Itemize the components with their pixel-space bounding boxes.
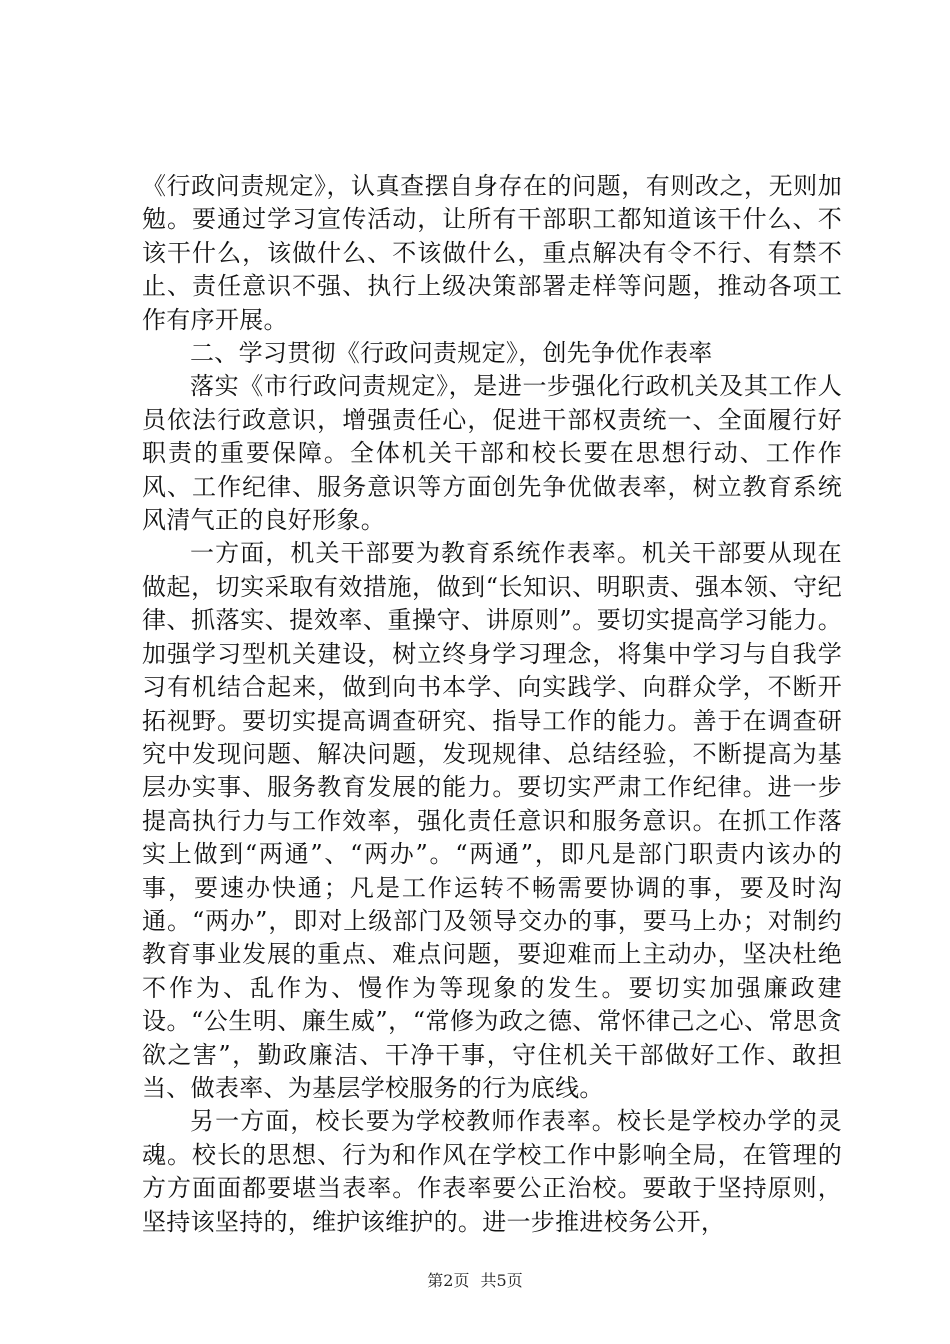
document-body: [142, 170, 842, 1239]
page-footer: [0, 1268, 950, 1291]
section-heading: 二、学习贯彻《行政问责规定》，创先争优作表率: [190, 339, 713, 368]
paragraph: 另一方面，校长要为学校教师作表率。校长是学校办学的灵魂。校长的思想、行为和作风在学校工作中影响全局，在管理的方方面面都要堪当表率。作表率要公正治校。要敢于坚持原则，坚持该坚持的，维护该维护的。进一步推进校务公开，: [142, 1107, 842, 1236]
paragraph: 落实《市行政问责规定》，是进一步强化行政机关及其工作人员依法行政意识，增强责任心，促进干部权责统一、全面履行好职责的重要保障。全体机关干部和校长要在思想行动、工作作风、工作纪律、服务意识等方面创先争优做表率，树立教育系统风清气正的良好形象。: [142, 372, 842, 535]
page-total: 共5页: [480, 1271, 523, 1290]
paragraph: 一方面，机关干部要为教育系统作表率。机关干部要从现在做起，切实采取有效措施，做到“长知识、明职责、强本领、守纪律、抓落实、提效率、重操守、讲原则”。要切实提高学习能力。加强学习型机关建设，树立终身学习理念，将集中学习与自我学习有机结合起来，做到向书本学、向实践学、向群众学，不断开拓视野。要切实提高调查研究、指导工作的能力。善于在调查研究中发现问题、解决问题，发现规律、总结经验，不断提高为基层办实事、服务教育发展的能力。要切实严肃工作纪律。进一步提高执行力与工作效率，强化责任意识和服务意识。在抓工作落实上做到“两通”、“两办”。“两通”，即凡是部门职责内该办的事，要速办快通；凡是工作运转不畅需要协调的事，要及时沟通。“两办”，即对上级部门及领导交办的事，要马上办；对制约教育事业发展的重点、难点问题，要迎难而上主动办，坚决杜绝不作为、乱作为、慢作为等现象的发生。要切实加强廉政建设。“公生明、廉生威”，“常修为政之德、常怀律己之心、常思贪欲之害”，勤政廉洁、干净干事，守住机关干部做好工作、敢担当、做表率、为基层学校服务的行为底线。: [142, 539, 842, 1102]
page-number: 第2页: [427, 1271, 470, 1290]
paragraph-continued: 《行政问责规定》，认真查摆自身存在的问题，有则改之，无则加勉。要通过学习宣传活动，让所有干部职工都知道该干什么、不该干什么，该做什么、不该做什么，重点解决有令不行、有禁不止、责任意识不强、执行上级决策部署走样等问题，推动各项工作有序开展。: [142, 172, 842, 334]
